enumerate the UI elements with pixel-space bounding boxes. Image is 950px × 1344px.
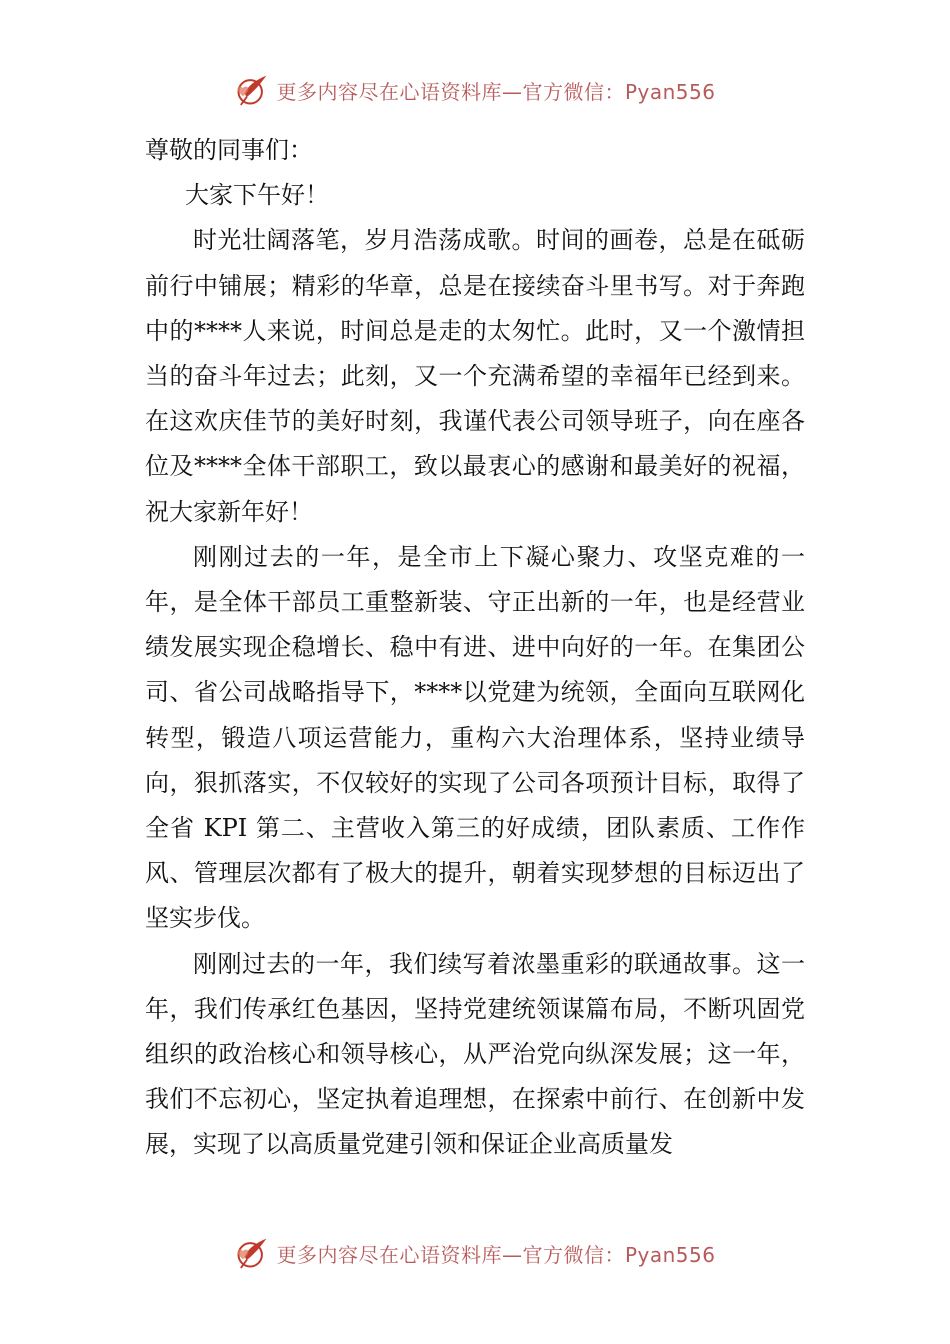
paragraph-3: 刚刚过去的一年，我们续写着浓墨重彩的联通故事。这一年，我们传承红色基因，坚持党建统领谋篇布局，不断巩固党组织的政治核心和领导核心，从严治党向纵深发展；这一年，我们不忘初心，坚定执着追理想，在探索中前行、在创新中发展，实现了以高质量党建引领和保证企业高质量发	[145, 949, 805, 1159]
quill-heart-logo-icon	[234, 72, 270, 108]
greeting: 大家下午好！	[185, 181, 329, 210]
watermark-text: 更多内容尽在心语资料库—官方微信：Pyan556	[276, 1242, 716, 1267]
paragraph-2: 刚刚过去的一年，是全市上下凝心聚力、攻坚克难的一年，是全体干部员工重整新装、守正出新的一年，也是经营业绩发展实现企稳增长、稳中有进、进中向好的一年。在集团公司、省公司战略指导下，****以党建为统领，全面向互联网化转型，锻造八项运营能力，重构六大治理体系，坚持业绩导向，狠抓落实，不仅较好的实现了公司各项预计目标，取得了全省 KPI 第二、主营收入第三的好成绩，团队素质、工作作风、管理层次都有了极大的提升，朝着实现梦想的目标迈出了坚实步伐。	[145, 542, 805, 933]
salutation: 尊敬的同事们：	[145, 136, 313, 164]
document-body	[145, 128, 805, 1168]
quill-heart-logo-icon	[234, 1235, 270, 1271]
watermark-text: 更多内容尽在心语资料库—官方微信：Pyan556	[276, 79, 716, 104]
header-watermark	[0, 70, 950, 110]
footer-watermark	[0, 1233, 950, 1273]
paragraph-1: 时光壮阔落笔，岁月浩荡成歌。时间的画卷，总是在砥砺前行中铺展；精彩的华章，总是在接续奋斗里书写。对于奔跑中的****人来说，时间总是走的太匆忙。此时，又一个激情担当的奋斗年过去；此刻，又一个充满希望的幸福年已经到来。在这欢庆佳节的美好时刻，我谨代表公司领导班子，向在座各位及****全体干部职工，致以最衷心的感谢和最美好的祝福，祝大家新年好！	[145, 226, 805, 526]
